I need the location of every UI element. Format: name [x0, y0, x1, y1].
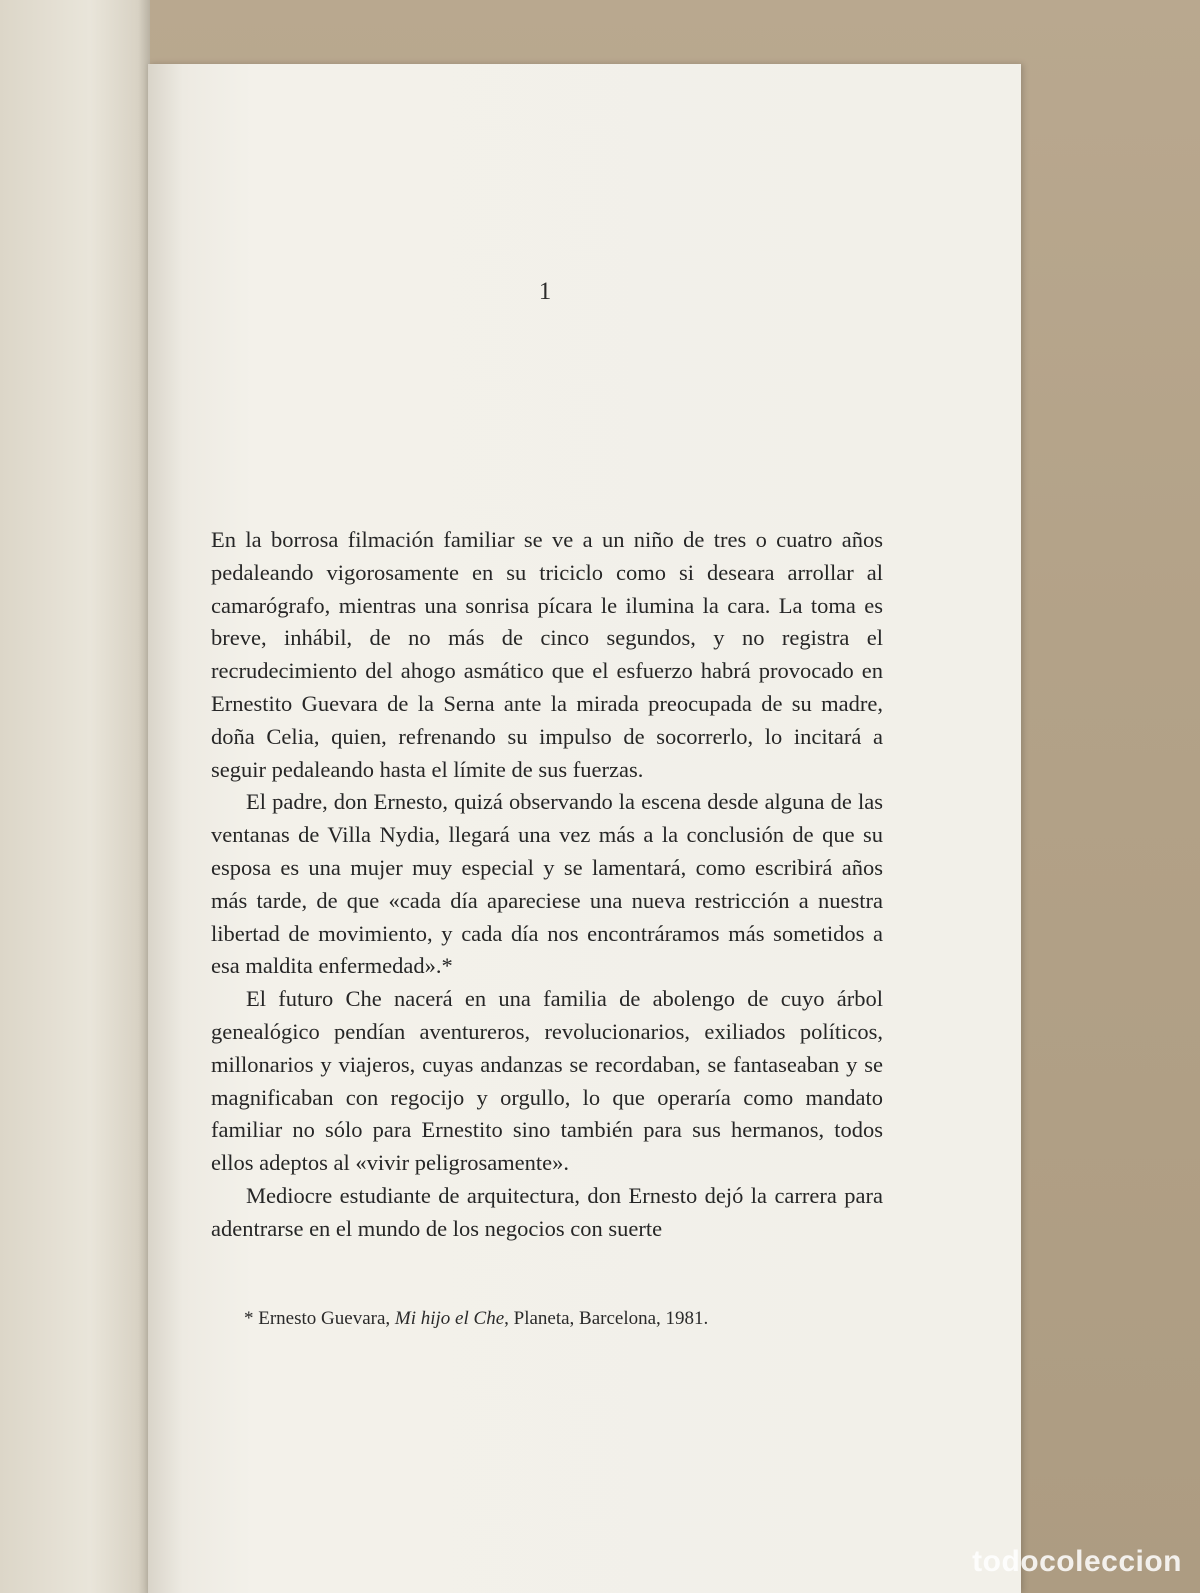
footnote-publisher: , Planeta, Barcelona, 1981.: [504, 1308, 709, 1329]
left-page-edge: [0, 0, 150, 1593]
footnote-book-title: Mi hijo el Che: [394, 1308, 505, 1329]
watermark-logo: todocoleccion: [972, 1545, 1182, 1578]
chapter-number: 1: [538, 278, 552, 305]
body-text: [211, 524, 883, 1246]
paragraph-2: El padre, don Ernesto, quizá observando la escena desde alguna de las ventanas de Villa Nydia, llegará una vez más a la conclusión de que su esposa es una mujer muy especial y se lamentará, como escribirá años más tarde, de que «cada día apareciese una nueva restricción a nuestra libertad de movimiento, y cada día nos encontráramos más sometidos a esa maldita enfermedad».*: [211, 789, 883, 979]
footnote: [244, 1308, 708, 1330]
reverse-page-showthrough: [212, 176, 882, 211]
paragraph-1: En la borrosa filmación familiar se ve a un niño de tres o cuatro años pedaleando vigorosamente en su triciclo como si deseara arrollar al camarógrafo, mientras una sonrisa pícara le ilumina la cara. La toma es breve, inhábil, de no más de cinco segundos, y no registra el recrudecimiento del ahogo asmático que el esfuerzo habrá provocado en Ernestito Guevara de la Serna ante la mirada preocupada de su madre, doña Celia, quien, refrenando su impulso de socorrerlo, lo incitará a seguir pedaleando hasta el límite de sus fuerzas.: [211, 527, 883, 782]
footnote-marker: *: [244, 1308, 254, 1329]
showthrough-line: [212, 176, 882, 211]
paragraph-3: El futuro Che nacerá en una familia de abolengo de cuyo árbol genealógico pendían aventureros, revolucionarios, exiliados políticos, millonarios y viajeros, cuyas andanzas se recordaban, se fantaseaban y se magnificaban con regocijo y orgullo, lo que operaría como mandato familiar no sólo para Ernestito sino también para sus hermanos, todos ellos adeptos al «vivir peligrosamente».: [211, 986, 883, 1176]
footnote-author: Ernesto Guevara,: [258, 1308, 391, 1329]
paragraph-4: Mediocre estudiante de arquitectura, don Ernesto dejó la carrera para adentrarse en el mundo de los negocios con suerte: [211, 1182, 883, 1241]
